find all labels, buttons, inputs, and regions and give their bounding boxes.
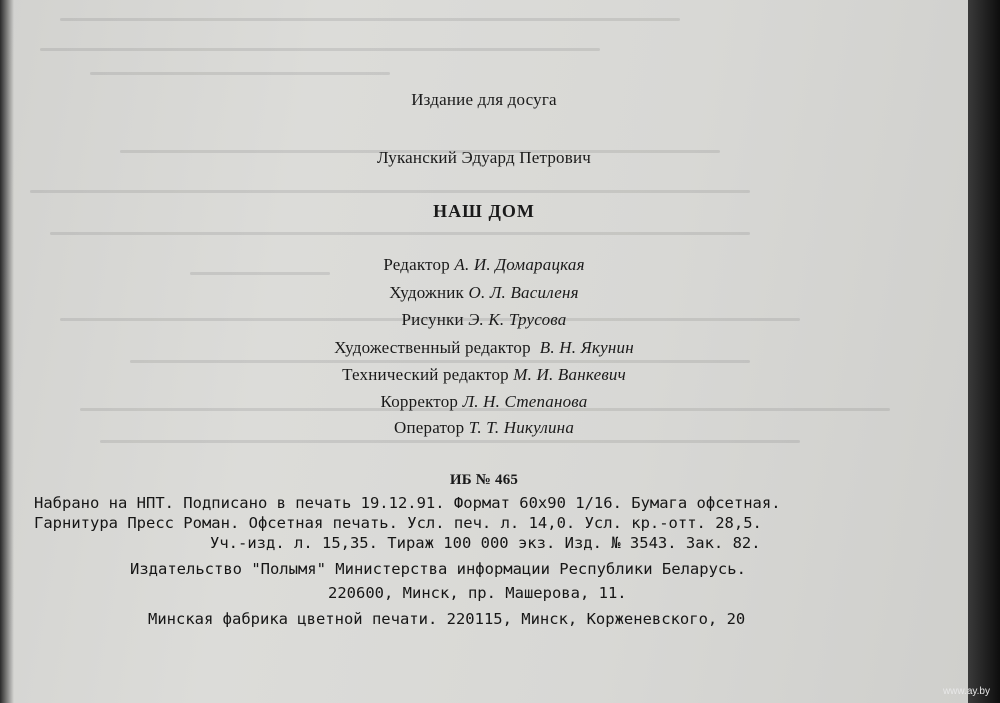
bleed-through [40, 48, 600, 51]
credit-role: Рисунки [401, 310, 464, 329]
publisher-address: 220600, Минск, пр. Машерова, 11. [328, 584, 627, 602]
credit-role: Редактор [383, 255, 450, 274]
credit-name: М. И. Ванкевич [513, 365, 626, 384]
book-title: НАШ ДОМ [433, 201, 535, 221]
credit-name: Т. Т. Никулина [468, 418, 575, 437]
bleed-through [30, 190, 750, 193]
series-label: Издание для досуга [411, 90, 557, 109]
ib-number: ИБ № 465 [449, 472, 519, 488]
credit-name: О. Л. Василеня [468, 283, 579, 302]
author-name: Луканский Эдуард Петрович [376, 148, 592, 167]
printer: Минская фабрика цветной печати. 220115, Минск, Корженевского, 20 [148, 610, 746, 628]
credit-art-editor [0, 338, 968, 358]
bleed-through [90, 72, 390, 75]
credit-role: Художник [389, 283, 465, 302]
bleed-through [50, 232, 750, 235]
bleed-through [60, 18, 680, 21]
page-edge [968, 0, 1000, 703]
publisher: Издательство "Полымя" Министерства информации Республики Беларусь. [130, 560, 746, 578]
imprint-line-1: Набрано на НПТ. Подписано в печать 19.12.91. Формат 60х90 1/16. Бумага офсетная. [34, 494, 781, 512]
credit-name: Э. К. Трусова [468, 310, 567, 329]
watermark: www.ay.by [942, 686, 990, 697]
credit-editor [0, 255, 968, 275]
bleed-through [130, 360, 750, 363]
credit-role: Технический редактор [342, 365, 509, 384]
credit-role: Корректор [380, 392, 459, 411]
credit-name: В. Н. Якунин [539, 338, 634, 357]
bleed-through [100, 440, 800, 443]
credit-artist [0, 283, 968, 303]
imprint-line-3: Уч.-изд. л. 15,35. Тираж 100 000 экз. Изд. № 3543. Зак. 82. [210, 534, 761, 552]
credit-role: Оператор [393, 418, 465, 437]
credit-name: Л. Н. Степанова [462, 392, 588, 411]
credit-role: Художественный редактор [334, 338, 531, 357]
credit-drawings [0, 310, 968, 330]
imprint-line-2: Гарнитура Пресс Роман. Офсетная печать. Усл. печ. л. 14,0. Усл. кр.-отт. 28,5. [34, 514, 762, 532]
credit-name: А. И. Домарацкая [454, 255, 585, 274]
credit-proofreader [0, 392, 968, 412]
credit-operator [0, 418, 968, 438]
credit-tech-editor [0, 365, 968, 385]
